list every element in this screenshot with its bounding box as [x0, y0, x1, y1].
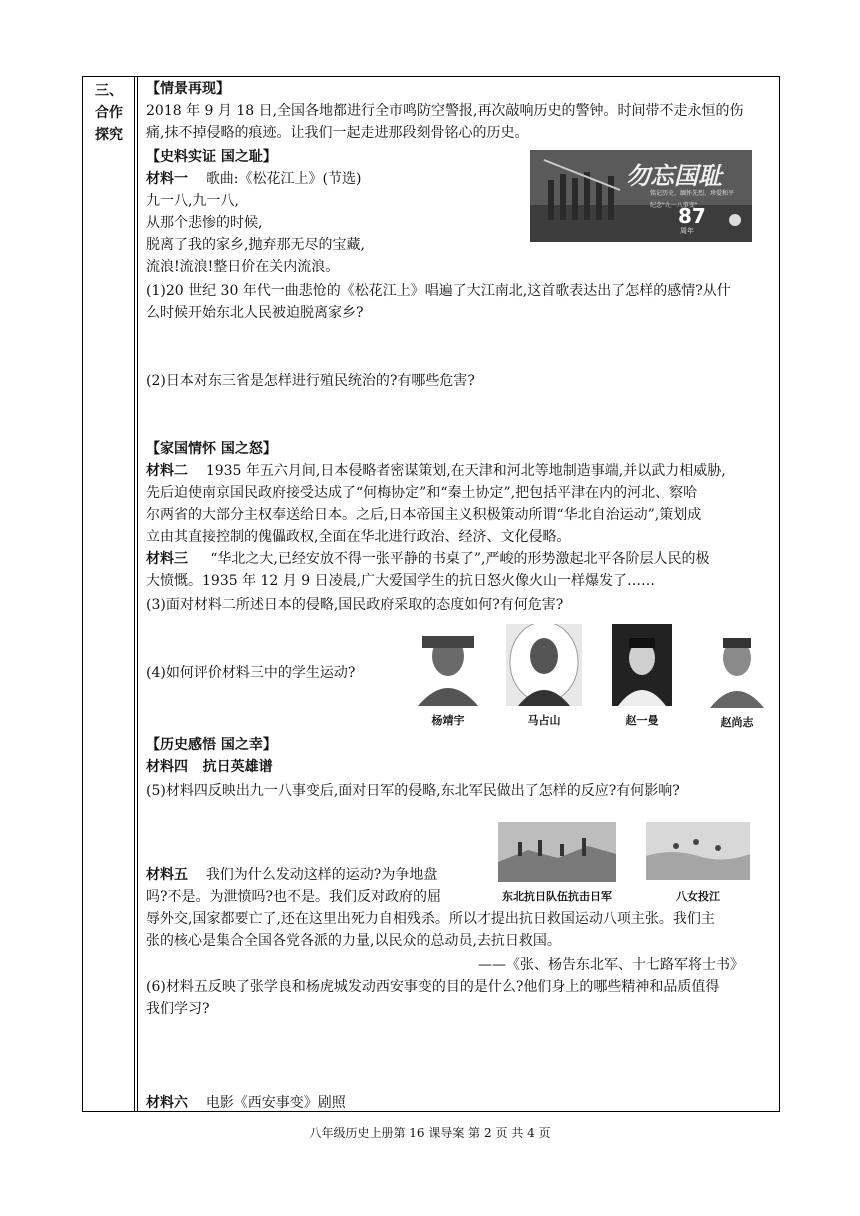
portrait-image — [412, 626, 484, 706]
column-divider — [134, 76, 135, 1112]
material-one — [146, 168, 361, 190]
section-title-1: 合作 — [95, 105, 123, 121]
portrait-caption: 杨靖宇 — [431, 714, 465, 727]
poster-number-unit: 周年 — [680, 227, 694, 235]
portrait-image — [506, 624, 582, 706]
portrait-caption: 赵尚志 — [720, 716, 754, 729]
portrait-caption: 赵一曼 — [625, 714, 659, 727]
material-title: 歌曲:《松花江上》(节选) — [205, 171, 362, 187]
material-source: ——《张、杨告东北军、十七路军将士书》 — [478, 957, 744, 973]
material-text: 辱外交,国家都要亡了,还在这里出死力自相残杀。所以才提出抗日救国运动八项主张。我们主 — [146, 911, 715, 927]
material-label: 材料一 — [146, 171, 188, 187]
material-label: 材料三 — [146, 551, 188, 567]
question-6: 我们学习? — [146, 1001, 210, 1017]
lyric-line: 流浪!流浪!整日价在关内流浪。 — [146, 259, 340, 275]
section-label — [86, 80, 132, 146]
question-6: (6)材料五反映了张学良和杨虎城发动西安事变的目的是什么?他们身上的哪些精神和品质值得 — [146, 979, 720, 995]
poster-image — [530, 150, 752, 242]
material-five — [146, 864, 437, 886]
photo-caption: 八女投江 — [676, 890, 720, 903]
poster-subtitle: 铭记历史、缅怀先烈、珍爱和平 — [650, 190, 735, 197]
material-text: 大愤慨。1935 年 12 月 9 日凌晨,广大爱国学生的抗日怒火像火山一样爆发了…… — [146, 573, 656, 589]
poster-title: 勿忘国耻 — [626, 162, 722, 190]
material-three — [146, 548, 709, 570]
material-title: 电影《西安事变》剧照 — [205, 1095, 346, 1111]
material-title: 抗日英雄谱 — [202, 759, 273, 775]
question-4: (4)如何评价材料三中的学生运动? — [146, 665, 356, 681]
material-label: 材料四 — [146, 759, 188, 775]
lyric-line: 从那个悲惨的时候, — [146, 215, 263, 231]
lyric-line: 脱离了我的家乡,抛弃那无尽的宝藏, — [146, 237, 365, 253]
column-divider — [137, 76, 138, 1112]
part2-heading: 【家国情怀 国之怒】 — [146, 441, 277, 457]
poster-number: 87 — [678, 204, 706, 228]
scene-text: 2018 年 9 月 18 日,全国各地都进行全市鸣防空警报,再次敲响历史的警钟。时间带不走永恒的伤 — [146, 103, 744, 119]
page-footer: 八年级历史上册第 16 课导案 第 2 页 共 4 页 — [309, 1126, 551, 1140]
section-number: 三、 — [95, 83, 123, 99]
material-text: “华北之大,已经安放不得一张平静的书桌了”,严峻的形势激起北平各阶层人民的极 — [210, 551, 710, 567]
portrait-image — [612, 624, 672, 706]
material-six — [146, 1092, 346, 1114]
question-1: (1)20 世纪 30 年代一曲悲怆的《松花江上》唱遍了大江南北,这首歌表达出了怎样的感情?从什 — [146, 283, 731, 299]
part1-heading: 【史料实证 国之耻】 — [146, 149, 277, 165]
poster-subtitle: 纪念"九一八事变" — [650, 202, 698, 209]
photo-image — [646, 822, 750, 880]
material-text: 立由其直接控制的傀儡政权,全面在华北进行政治、经济、文化侵略。 — [146, 529, 571, 545]
material-label: 材料五 — [146, 867, 188, 883]
photo-image — [498, 822, 616, 882]
material-label: 材料二 — [146, 463, 188, 479]
part3-heading: 【历史感悟 国之幸】 — [146, 737, 277, 753]
question-3: (3)面对材料二所述日本的侵略,国民政府采取的态度如何?有何危害? — [146, 597, 564, 613]
question-2: (2)日本对东三省是怎样进行殖民统治的?有哪些危害? — [146, 373, 475, 389]
material-text: 尔两省的大部分主权奉送给日本。之后,日本帝国主义积极策动所谓“华北自治运动”,策划成 — [146, 507, 702, 523]
material-label: 材料六 — [146, 1095, 188, 1111]
portrait-caption: 马占山 — [527, 714, 561, 727]
section-title-2: 探究 — [95, 127, 123, 143]
scene-text: 痛,抹不掉侵略的痕迹。让我们一起走进那段刻骨铭心的历史。 — [146, 125, 529, 141]
photo-caption: 东北抗日队伍抗击日军 — [502, 890, 612, 903]
lyric-line: 九一八,九一八, — [146, 193, 239, 209]
portrait-image — [706, 626, 768, 708]
scene-heading: 【情景再现】 — [146, 81, 230, 97]
material-four — [146, 756, 273, 778]
material-text: 1935 年五六月间,日本侵略者密谋策划,在天津和河北等地制造事端,并以武力相威胁, — [205, 463, 726, 479]
material-text: 张的核心是集合全国各党各派的力量,以民众的总动员,去抗日救国。 — [146, 933, 561, 949]
material-text: 吗?不是。为泄愤吗?也不是。我们反对政府的屈 — [146, 889, 442, 905]
material-text: 我们为什么发动这样的运动?为争地盘 — [205, 867, 438, 883]
question-5: (5)材料四反映出九一八事变后,面对日军的侵略,东北军民做出了怎样的反应?有何影响? — [146, 783, 680, 799]
material-two — [146, 460, 726, 482]
question-1: 么时候开始东北人民被迫脱离家乡? — [146, 305, 364, 321]
material-text: 先后迫使南京国民政府接受达成了“何梅协定”和“秦土协定”,把包括平津在内的河北、察哈 — [146, 485, 698, 501]
